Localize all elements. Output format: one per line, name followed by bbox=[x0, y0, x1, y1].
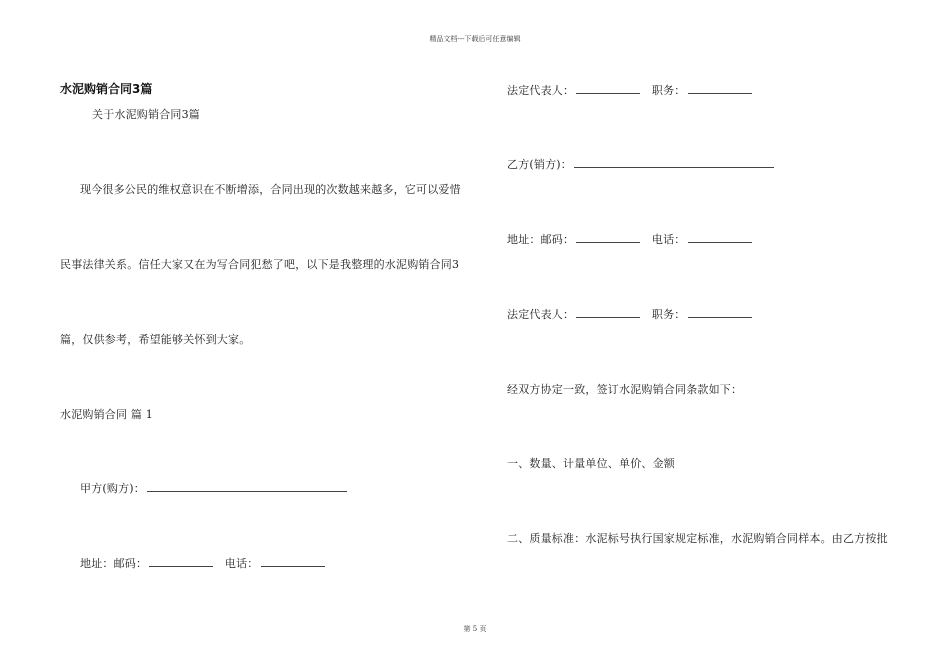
document-subtitle: 关于水泥购销合同3篇 bbox=[92, 108, 200, 121]
intro-paragraph-line-3: 篇，仅供参考，希望能够关怀到大家。 bbox=[60, 333, 251, 346]
party-b-legal-rep-row bbox=[507, 306, 754, 322]
party-b-label: 乙方(销方)： bbox=[507, 158, 572, 171]
page-number: 第 5 页 bbox=[463, 625, 487, 633]
address-label: 地址：邮码： bbox=[80, 557, 148, 570]
postcode-blank bbox=[149, 556, 213, 567]
clause-1: 一、数量、计量单位、单价、金额 bbox=[507, 457, 675, 470]
document-title: 水泥购销合同3篇 bbox=[60, 82, 153, 96]
party-a-blank bbox=[147, 481, 347, 492]
legal-rep-label: 法定代表人： bbox=[507, 84, 575, 97]
party-b-blank bbox=[574, 157, 774, 168]
phone-label: 电话： bbox=[224, 557, 259, 570]
party-a-address-row bbox=[80, 555, 327, 571]
position-blank bbox=[688, 307, 752, 318]
phone-blank bbox=[261, 556, 325, 567]
legal-rep-blank bbox=[576, 307, 640, 318]
party-a-legal-rep-row bbox=[507, 82, 754, 98]
address-label: 地址：邮码： bbox=[507, 233, 575, 246]
intro-paragraph-line-1: 现今很多公民的维权意识在不断增添，合同出现的次数越来越多，它可以爱惜 bbox=[80, 183, 461, 196]
position-blank bbox=[688, 83, 752, 94]
party-a-row bbox=[80, 480, 349, 496]
legal-rep-blank bbox=[576, 83, 640, 94]
legal-rep-label: 法定代表人： bbox=[507, 308, 575, 321]
position-label: 职务： bbox=[651, 308, 686, 321]
clause-2: 二、质量标准：水泥标号执行国家规定标准，水泥购销合同样本。由乙方按批 bbox=[507, 532, 888, 545]
section-heading: 水泥购销合同 篇 1 bbox=[60, 408, 153, 421]
agreement-line: 经双方协定一致，签订水泥购销合同条款如下： bbox=[507, 383, 743, 396]
party-b-address-row bbox=[507, 231, 754, 247]
party-b-row bbox=[507, 156, 776, 172]
phone-label: 电话： bbox=[651, 233, 686, 246]
party-a-label: 甲方(购方)： bbox=[80, 482, 145, 495]
phone-blank bbox=[688, 232, 752, 243]
intro-paragraph-line-2: 民事法律关系。信任大家又在为写合同犯愁了吧，以下是我整理的水泥购销合同3 bbox=[60, 258, 460, 271]
position-label: 职务： bbox=[651, 84, 686, 97]
postcode-blank bbox=[576, 232, 640, 243]
page-header: 精品文档---下载后可任意编辑 bbox=[429, 35, 521, 43]
